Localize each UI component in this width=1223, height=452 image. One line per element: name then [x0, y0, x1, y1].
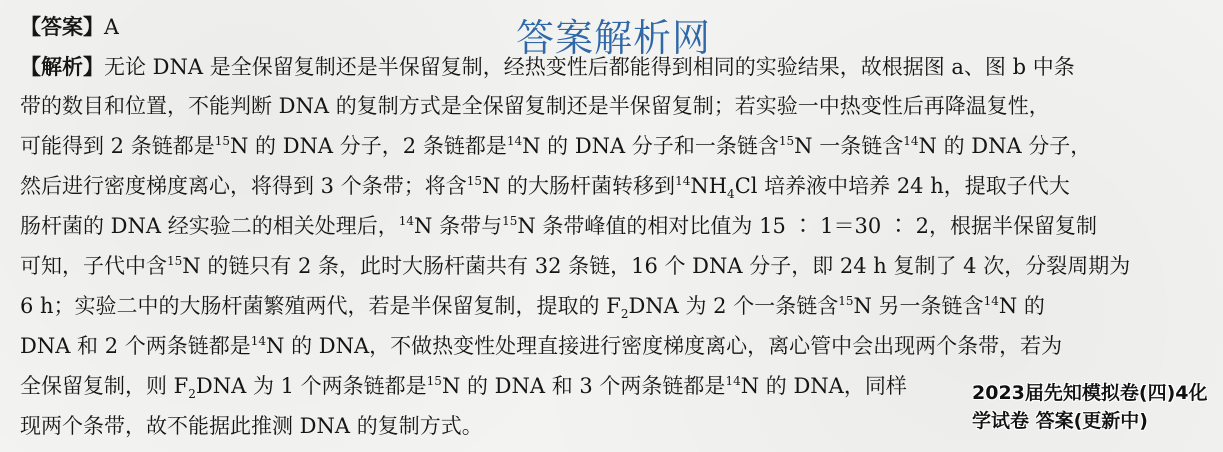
generation-subscript: 2: [188, 387, 196, 401]
line-3-part-c: N 的 DNA 分子和一条链含: [522, 134, 779, 158]
analysis-line-3: [20, 131, 1203, 161]
line-5-part-c: N 条带峰值的相对比值为 15 ∶ 1＝30 ∶ 2，根据半保留复制: [517, 214, 1097, 238]
line-3-part-d: N 一条链含: [794, 134, 904, 158]
line-7-part-c: N 另一条链含: [853, 294, 984, 318]
analysis-label: 【解析】: [20, 55, 104, 79]
isotope-superscript: 15: [838, 294, 854, 308]
line-5-part-a: 肠杆菌的 DNA 经实验二的相关处理后，: [20, 214, 399, 238]
line-7-part-b: DNA 为 2 个一条链含: [628, 294, 839, 318]
analysis-text-2: 带的数目和位置，不能判断 DNA 的复制方式是全保留复制还是半保留复制；若实验一中热变性后再降温复性，: [20, 94, 1050, 118]
isotope-superscript: 15: [167, 254, 183, 268]
line-9-part-c: N 的 DNA 和 3 个两条链都是: [441, 374, 726, 398]
line-4-part-b: N 的大肠杆菌转移到: [482, 174, 676, 198]
isotope-superscript: 15: [426, 374, 442, 388]
overlay-caption: [972, 379, 1208, 435]
isotope-superscript: 15: [502, 214, 518, 228]
isotope-superscript: 14: [725, 374, 741, 388]
answer-label: 【答案】: [20, 15, 104, 39]
isotope-superscript: 14: [250, 334, 267, 348]
line-8-part-b: N 的 DNA，不做热变性处理直接进行密度梯度离心，离心管中会出现两个条带，若为: [266, 334, 1063, 358]
line-4-part-d: Cl 培养液中培养 24 h，提取子代大: [734, 174, 1070, 198]
watermark-title: 答案解析网: [516, 16, 712, 60]
line-3-part-b: N 的 DNA 分子，2 条链都是: [230, 134, 507, 158]
answer-value: A: [104, 15, 120, 39]
isotope-superscript: 15: [466, 174, 482, 188]
line-6-part-b: N 的链只有 2 条，此时大肠杆菌共有 32 条链，16 个 DNA 分子，即 24 h 复制了 4 次，分裂周期为: [182, 254, 1131, 278]
isotope-superscript: 14: [675, 174, 691, 188]
line-5-part-b: N 条带与: [414, 214, 503, 238]
answer-line: [20, 12, 119, 42]
line-8-part-a: DNA 和 2 个两条链都是: [20, 334, 251, 358]
line-4-part-c: NH: [690, 174, 728, 198]
line-4-part-a: 然后进行密度梯度离心，将得到 3 个条带；将含: [20, 174, 467, 198]
isotope-superscript: 14: [903, 134, 919, 148]
analysis-text-1: 无论 DNA 是全保留复制还是半保留复制，经热变性后都能得到相同的实验结果，故根据图 a、图 b 中条: [104, 55, 1075, 79]
line-9-part-d: N 的 DNA，同样: [740, 374, 907, 398]
analysis-line-6: [20, 251, 1203, 281]
line-7-part-d: N 的: [998, 294, 1045, 318]
analysis-line-8: [20, 331, 1203, 361]
isotope-superscript: 14: [983, 294, 999, 308]
line-6-part-a: 可知，子代中含: [20, 254, 167, 278]
analysis-text-10: 现两个条带，故不能据此推测 DNA 的复制方式。: [20, 414, 483, 438]
line-9-part-a: 全保留复制，则 F: [20, 374, 189, 398]
generation-subscript: 2: [620, 307, 629, 321]
analysis-line-7: [20, 291, 1203, 321]
analysis-line-4: [20, 171, 1203, 201]
isotope-superscript: 14: [506, 134, 523, 148]
line-9-part-b: DNA 为 1 个两条链都是: [195, 374, 427, 398]
overlay-line-2: 学试卷 答案(更新中): [972, 410, 1148, 432]
line-7-part-a: 6 h；实验二中的大肠杆菌繁殖两代，若是半保留复制，提取的 F: [20, 294, 621, 318]
overlay-line-1: 2023届先知模拟卷(四)4化: [972, 382, 1208, 404]
isotope-superscript: 14: [398, 214, 415, 228]
line-3-part-e: N 的 DNA 分子，: [918, 134, 1092, 158]
analysis-line-2: [20, 91, 1203, 121]
isotope-superscript: 15: [778, 134, 795, 148]
analysis-line-1: [20, 52, 1203, 82]
line-3-part-a: 可能得到 2 条链都是: [20, 134, 215, 158]
chemical-subscript: 4: [727, 187, 735, 201]
analysis-line-5: [20, 211, 1203, 241]
isotope-superscript: 15: [214, 134, 230, 148]
